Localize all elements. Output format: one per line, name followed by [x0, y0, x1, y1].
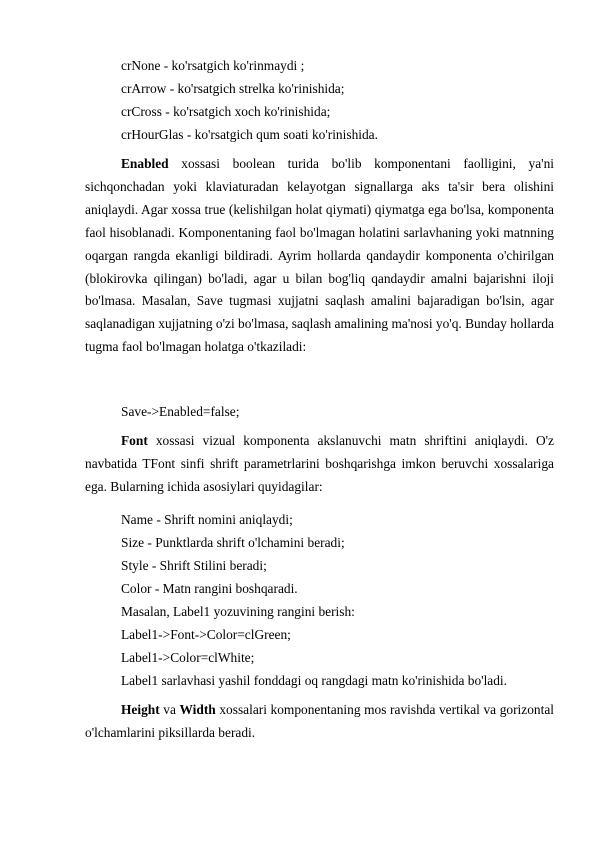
code-line: Label1->Font->Color=clGreen;	[121, 627, 291, 642]
enabled-term: Enabled	[121, 156, 169, 171]
height-width-paragraph	[85, 699, 554, 745]
enabled-paragraph	[85, 153, 554, 359]
enabled-text: xossasi boolean turida bo'lib komponentani faolligini, ya'ni sichqonchadan yoki klaviaturadan kelayotgan signallarga aks ta'sir bera olishini aniqlaydi. Agar xossa true (kelishilgan holat qiymati) qiymatga ega bo'lsa, komponenta faol hisoblanadi. Komponentaning faol bo'lmagan holatini sarlavhaning yoki matnning oqargan rangda ekanligi bildiradi. Ayrim hollarda qandaydir komponenta o'chirilgan (blokirovka qilingan) bo'ladi, agar u bilan bog'liq qandaydir amalni bajarishni iloji bo'lmasa. Masalan, Save tugmasi xujjatni saqlash amalini bajaradigan bo'lsin, agar saqlanadigan xujjatning o'zi bo'lmasa, saqlash amalining ma'nosi yo'q. Bunday hollarda tugma faol bo'lmagan holatga o'tkaziladi:	[85, 156, 554, 355]
list-item: Color - Matn rangini boshqaradi.	[121, 581, 298, 596]
code-line: Save->Enabled=false;	[121, 404, 240, 419]
list-item: crNone - ko'rsatgich ko'rinmaydi ;	[121, 58, 305, 73]
connector-text: va	[159, 702, 180, 717]
height-width-text: xossalari komponentaning mos ravishda vertikal va gorizontal o'lchamlarini piksillarda beradi.	[85, 702, 554, 740]
list-item: Masalan, Label1 yozuvining rangini berish:	[121, 604, 355, 619]
width-term: Width	[179, 702, 216, 717]
font-paragraph	[85, 430, 554, 499]
code-line: Label1->Color=clWhite;	[121, 650, 255, 665]
list-item: crCross - ko'rsatgich xoch ko'rinishida;	[121, 104, 331, 119]
font-text: xossasi vizual komponenta akslanuvchi matn shriftini aniqlaydi. O'z navbatida TFont sinfi shrift parametrlarini boshqarishga imkon beruvchi xossalariga ega. Bularning ichida asosiylari quyidagilar:	[85, 433, 554, 494]
height-term: Height	[121, 702, 160, 717]
list-item: Label1 sarlavhasi yashil fonddagi oq rangdagi matn ko'rinishida bo'ladi.	[121, 673, 507, 688]
list-item: Style - Shrift Stilini beradi;	[121, 558, 267, 573]
list-item: crHourGlas - ko'rsatgich qum soati ko'rinishida.	[121, 127, 378, 142]
list-item: crArrow - ko'rsatgich strelka ko'rinishida;	[121, 81, 345, 96]
list-item: Name - Shrift nomini aniqlaydi;	[121, 512, 293, 527]
font-term: Font	[121, 433, 148, 448]
list-item: Size - Punktlarda shrift o'lchamini beradi;	[121, 535, 345, 550]
